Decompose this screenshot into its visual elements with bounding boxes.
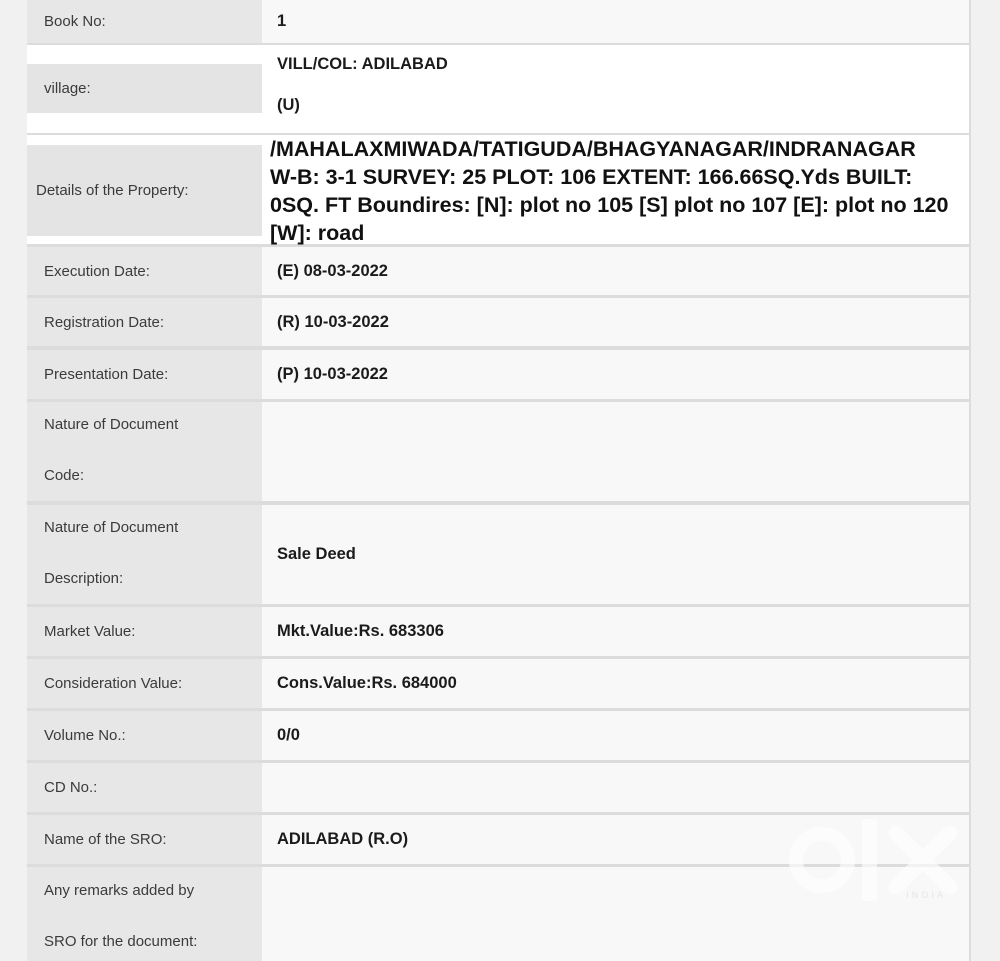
execution-date-label: Execution Date: xyxy=(27,247,262,295)
row-property-details xyxy=(27,135,971,244)
nature-desc-label xyxy=(27,505,262,604)
olx-logo-l xyxy=(862,819,877,901)
market-value-label: Market Value: xyxy=(27,607,262,656)
village-value-line2: (U) xyxy=(277,96,300,114)
remarks-label xyxy=(27,867,262,961)
sro-name-label: Name of the SRO: xyxy=(27,815,262,864)
nature-desc-label-line1: Nature of Document xyxy=(44,519,179,536)
volume-no-value: 0/0 xyxy=(262,711,969,760)
row-cd-no xyxy=(27,763,971,812)
row-nature-description xyxy=(27,505,971,604)
remarks-label-line2: SRO for the document: xyxy=(44,933,198,950)
registration-date-label: Registration Date: xyxy=(27,298,262,346)
presentation-date-value: (P) 10-03-2022 xyxy=(262,350,969,399)
village-value xyxy=(262,45,969,133)
book-no-label: Book No: xyxy=(27,0,262,43)
registration-date-value: (R) 10-03-2022 xyxy=(262,298,969,346)
olx-logo-x xyxy=(896,833,950,887)
row-execution-date xyxy=(27,247,971,295)
property-details-value: /MAHALAXMIWADA/TATIGUDA/BHAGYANAGAR/INDRANAGAR W-B: 3-1 SURVEY: 25 PLOT: 106 EXTENT: 166.66SQ.Yds BUILT: 0SQ. FT Boundires: [N]: plot no 105 [S] plot no 107 [E]: plot no 120 [W]: road xyxy=(262,135,969,244)
village-label-cell xyxy=(27,45,262,133)
row-presentation-date xyxy=(27,350,971,399)
nature-code-label-line2: Code: xyxy=(44,467,85,484)
cd-no-value xyxy=(262,763,969,812)
book-no-value: 1 xyxy=(262,0,969,43)
olx-logo-o xyxy=(796,834,848,886)
row-book-no xyxy=(27,0,971,43)
row-consideration-value xyxy=(27,659,971,708)
nature-desc-label-line2: Description: xyxy=(44,570,124,587)
row-village xyxy=(27,45,971,133)
sro-name-value: ADILABAD (R.O) xyxy=(262,815,969,864)
row-market-value xyxy=(27,607,971,656)
cd-no-label: CD No.: xyxy=(27,763,262,812)
nature-code-label xyxy=(27,402,262,501)
consideration-value-value: Cons.Value:Rs. 684000 xyxy=(262,659,969,708)
details-label-cell xyxy=(27,135,262,244)
nature-code-value xyxy=(262,402,969,501)
presentation-date-label: Presentation Date: xyxy=(27,350,262,399)
row-nature-code xyxy=(27,402,971,501)
remarks-label-line1: Any remarks added by xyxy=(44,882,195,899)
nature-desc-value: Sale Deed xyxy=(262,505,969,604)
olx-india-text: INDIA xyxy=(906,891,947,901)
nature-code-label-line1: Nature of Document xyxy=(44,416,179,433)
consideration-value-label: Consideration Value: xyxy=(27,659,262,708)
village-label: village: xyxy=(27,64,262,113)
row-registration-date xyxy=(27,298,971,346)
volume-no-label: Volume No.: xyxy=(27,711,262,760)
execution-date-value: (E) 08-03-2022 xyxy=(262,247,969,295)
market-value-value: Mkt.Value:Rs. 683306 xyxy=(262,607,969,656)
row-volume-no xyxy=(27,711,971,760)
details-label: Details of the Property: xyxy=(27,145,262,236)
village-value-line1: VILL/COL: ADILABAD xyxy=(277,55,448,73)
